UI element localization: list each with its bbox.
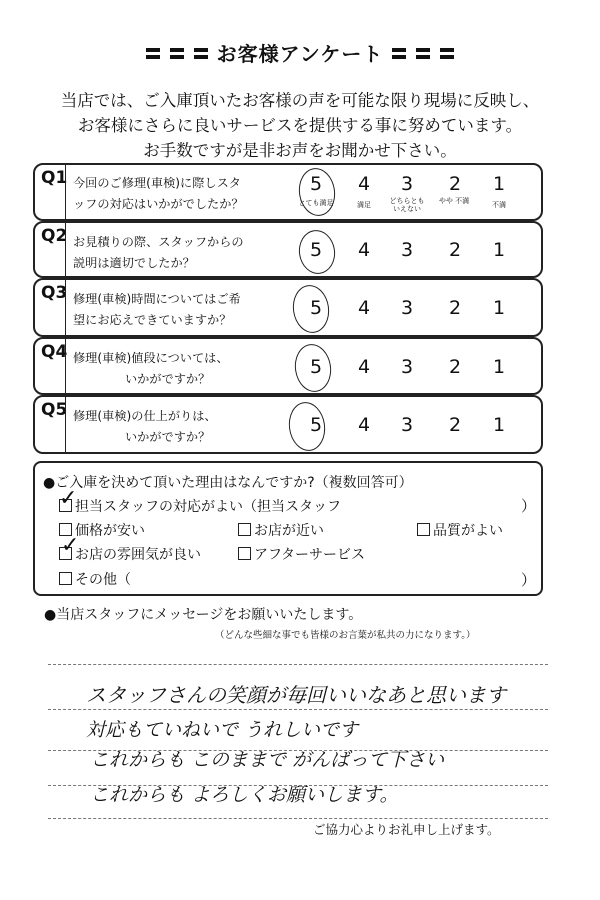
question-label: Q1 [41,168,68,188]
ruled-line [48,818,548,819]
rating-5[interactable]: 5 [309,239,323,261]
message-heading: ●当店スタッフにメッセージをお願いいたします。 [44,607,363,623]
question-divider [65,280,66,335]
ruled-line [48,664,548,665]
rating-5[interactable]: 5 [309,414,323,436]
question-label: Q5 [41,400,68,420]
handwritten-line: これからも よろしくお願いします。 [90,784,399,806]
handwritten-line: 対応もていねいで うれしいです [86,719,359,741]
rating-5[interactable]: 5 [309,173,323,195]
descriptor-3: どちらとも いえない [389,197,425,213]
question-divider [65,397,66,452]
title-dash [416,48,430,59]
option-after-service[interactable]: アフターサービス [238,544,365,564]
title-dash [440,48,454,59]
rating-2[interactable]: 2 [448,356,462,378]
title-text: お客様アンケート [216,42,384,66]
question-text: 今回のご修理(車検)に際しスタ ッフの対応はいかがでしたか？ [73,176,244,211]
rating-3[interactable]: 3 [400,297,414,319]
reasons-box [33,461,543,596]
option-other[interactable]: その他（ [59,569,131,589]
checkmark-icon: ✓ [59,486,78,511]
message-note: （どんな些細な事でも皆様のお言葉が私共の力になります。） [215,630,476,641]
question-text: 修理(車検)値段については、 いかがですか？ [73,351,229,386]
question-label: Q4 [41,342,68,362]
rating-4[interactable]: 4 [357,297,371,319]
rating-4[interactable]: 4 [357,356,371,378]
close-paren: ） [521,571,537,589]
option-price[interactable]: 価格が安い [59,520,145,540]
title-dash [392,48,406,59]
rating-3[interactable]: 3 [400,173,414,195]
checkbox[interactable] [238,523,251,536]
checkmark-icon: ✓ [61,533,80,558]
option-staff[interactable]: 担当スタッフの対応がよい（担当スタッフ [59,496,341,516]
rating-5[interactable]: 5 [309,297,323,319]
rating-2[interactable]: 2 [448,414,462,436]
rating-2[interactable]: 2 [448,297,462,319]
descriptor-2: やや 不満 [438,197,470,205]
question-q5 [33,395,543,454]
rating-1[interactable]: 1 [492,297,506,319]
option-near[interactable]: お店が近い [238,520,324,540]
checkbox[interactable] [59,572,72,585]
question-q3 [33,278,543,337]
intro-line-3: お手数ですが是非お声をお聞かせ下さい。 [143,141,457,160]
rating-4[interactable]: 4 [357,414,371,436]
rating-4[interactable]: 4 [357,173,371,195]
handwritten-line: これからも このままで がんばって下さい [90,749,445,771]
title-dash [170,48,184,59]
question-divider [65,339,66,393]
survey-title [0,38,600,67]
checkbox[interactable] [238,547,251,560]
rating-2[interactable]: 2 [448,173,462,195]
title-dash [194,48,208,59]
rating-5[interactable]: 5 [309,356,323,378]
checkbox[interactable] [417,523,430,536]
option-quality[interactable]: 品質がよい [417,520,503,540]
intro-line-2: お客様にさらに良いサービスを提供する事に努めています。 [77,116,523,135]
rating-1[interactable]: 1 [492,414,506,436]
close-paren: ） [521,497,537,515]
question-text: お見積りの際、スタッフからの 説明は適切でしたか？ [73,235,244,270]
descriptor-5: とても満足 [298,199,334,207]
rating-2[interactable]: 2 [448,239,462,261]
question-text: 修理(車検)時間についてはご希 望にお応えできていますか？ [73,292,241,327]
question-label: Q3 [41,283,68,303]
handwritten-line: スタッフさんの笑顔が毎回いいなあと思います [86,683,506,707]
title-dash [146,48,160,59]
rating-1[interactable]: 1 [492,239,506,261]
question-q1 [33,163,543,221]
question-divider [65,165,66,219]
rating-3[interactable]: 3 [400,414,414,436]
question-text: 修理(車検)の仕上がりは、 いかがですか？ [73,409,217,444]
intro-line-1: 当店では、ご入庫頂いたお客様の声を可能な限り現場に反映し、 [60,91,540,110]
question-divider [65,223,66,276]
descriptor-4: 満足 [357,201,371,209]
rating-3[interactable]: 3 [400,356,414,378]
question-label: Q2 [41,226,68,246]
ruled-line [48,709,548,710]
thanks-text: ご協力心よりお礼申し上げます。 [313,822,500,837]
descriptor-1: 不満 [492,201,506,209]
question-q2 [33,221,543,278]
reasons-heading: ●ご入庫を決めて頂いた理由はなんですか?（複数回答可） [43,475,413,491]
rating-4[interactable]: 4 [357,239,371,261]
option-atmosphere[interactable]: お店の雰囲気が良い [59,544,201,564]
rating-3[interactable]: 3 [400,239,414,261]
rating-1[interactable]: 1 [492,173,506,195]
rating-1[interactable]: 1 [492,356,506,378]
question-q4 [33,337,543,395]
